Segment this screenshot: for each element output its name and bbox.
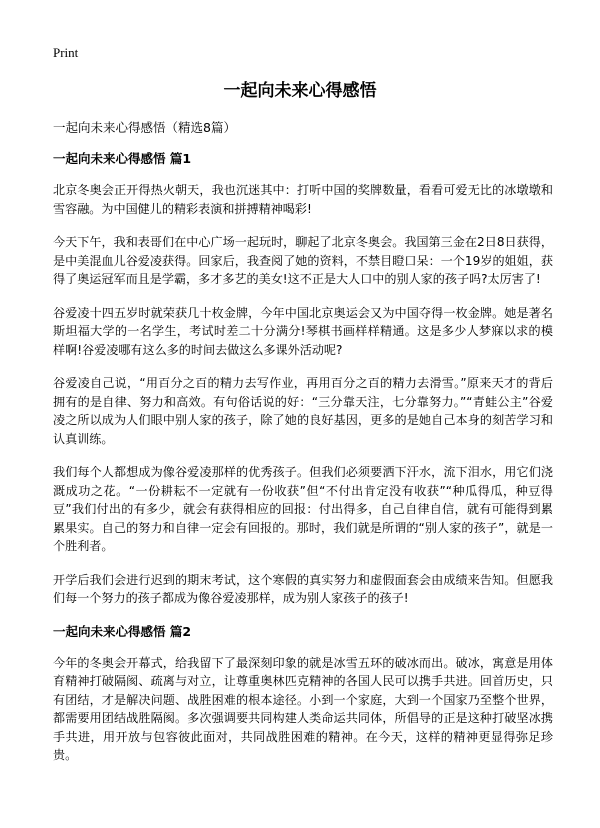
section-heading: 一起向未来心得感悟 篇2 xyxy=(53,623,192,639)
page-title: 一起向未来心得感悟 xyxy=(223,81,377,101)
paragraph: 谷爱凌自己说，“用百分之百的精力去写作业，再用百分之百的精力去滑雪。”原来天才的背后拥有的是自律、努力和高效。有句俗话说的好：“三分靠天注，七分靠努力。”“青蛙公主”谷爱凌之所以成为人们眼中别人家的孩子，除了她的良好基因，更多的是她自己本身的刻苦学习和认真训练。 xyxy=(53,376,553,446)
paragraph: 北京冬奥会正开得热火朝天，我也沉迷其中：打听中国的奖牌数量，看看可爱无比的冰墩墩和雪容融。为中国健儿的精彩表演和拼搏精神喝彩! xyxy=(53,183,553,216)
section-2 xyxy=(53,623,553,765)
print-link[interactable]: Print xyxy=(53,45,79,60)
article-body xyxy=(53,150,553,780)
paragraph: 我们每个人都想成为像谷爱凌那样的优秀孩子。但我们必须要洒下汗水，流下泪水，用它们浇溉成功之花。“一份耕耘不一定就有一份收获”但“不付出肯定没有收获”“种瓜得瓜，种豆得豆”我们付出的有多少，就会有获得相应的回报：付出得多，自己自律自信，就有可能得到累累果实。自己的努力和自律一定会有回报的。那时，我们就是所谓的“别人家的孩子”，就是一个胜利者。 xyxy=(53,465,553,553)
section-heading: 一起向未来心得感悟 篇1 xyxy=(53,151,192,166)
paragraph: 谷爱凌十四五岁时就荣获几十枚金牌，今年中国北京奥运会又为中国夺得一枚金牌。她是著名斯坦福大学的一名学生，考试时差二十分满分!琴棋书画样样精通。这是多少人梦寐以求的模样啊!谷爱凌哪有这么多的时间去做这么多课外活动呢? xyxy=(53,305,553,357)
paragraph: 今天下午，我和表哥们在中心广场一起玩时，聊起了北京冬奥会。我国第三金在2日8日获得，是中美混血儿谷爱凌获得。回家后，我查阅了她的资料，不禁目瞪口呆：一个19岁的姐姐，获得了奥运冠军而且是学霸，多才多艺的美女!这不正是大人口中的别人家的孩子吗?太厉害了! xyxy=(53,235,553,286)
paragraph: 开学后我们会进行迟到的期末考试，这个寒假的真实努力和虚假面套会由成绩来告知。但愿我们每一个努力的孩子都成为像谷爱凌那样，成为别人家孩子的孩子! xyxy=(53,572,553,605)
paragraph: 今年的冬奥会开幕式，给我留下了最深刻印象的就是冰雪五环的破冰而出。破冰，寓意是用体育精神打破隔阂、疏离与对立，让尊重奥林匹克精神的各国人民可以携手共进。回首历史，只有团结，才是解决问题、战胜困难的根本途径。小到一个家庭，大到一个国家乃至整个世界，都需要用团结战胜隔阂。多次强调要共同构建人类命运共同体，所倡导的正是这种打破坚冰携手共进，用开放与包容彼此面对，共同战胜困难的精神。在今天，这样的精神更显得弥足珍贵。 xyxy=(53,655,553,762)
section-1 xyxy=(53,150,553,608)
subtitle: 一起向未来心得感悟（精选8篇） xyxy=(53,120,236,135)
